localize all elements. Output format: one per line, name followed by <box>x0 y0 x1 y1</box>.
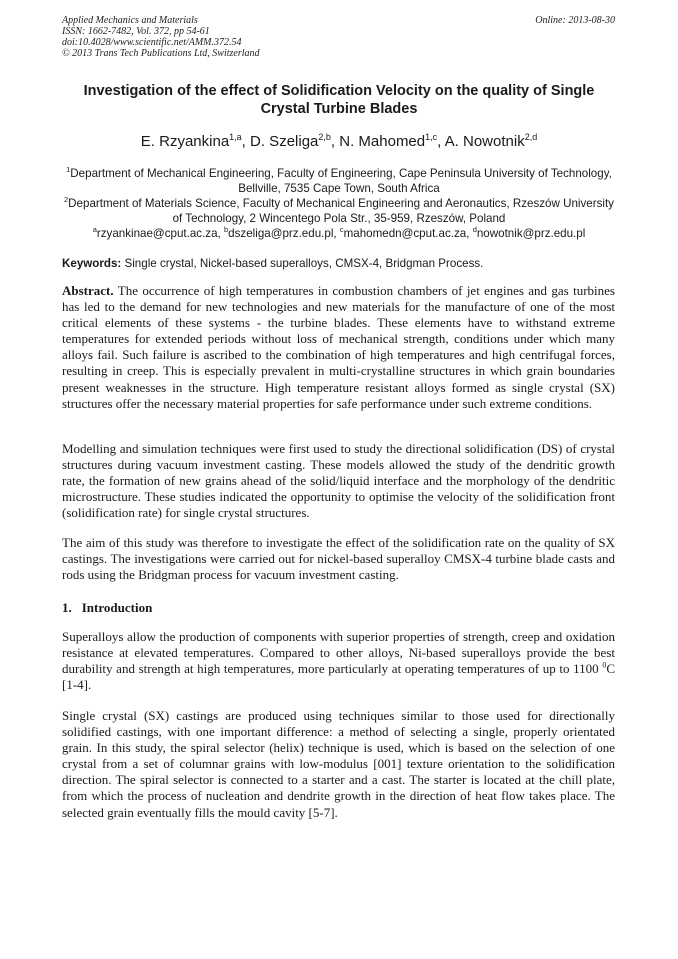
paper-title: Investigation of the effect of Solidification Velocity on the quality of Single Crystal Turbine Blades <box>83 83 595 117</box>
intro-paragraph-2: Single crystal (SX) castings are produced using techniques similar to those used for directionally solidified castings, with one important difference: a method of selecting a single, properly orientated grain. In this study, the spiral selector (helix) technique is used, which is based on the selection of one crystal from a set of columnar grains with low-modulus [001] texture orientation to the solidification direction. The spiral selector is connected to a starter and a cast. The starter is located at the chill plate, from which the process of nucleation and dendrite growth in the direction of heat flow takes place. The selected grain eventually fills the mould cavity [5-7]. <box>62 708 615 820</box>
section-heading-introduction: 1. Introduction <box>62 600 153 615</box>
author: N. Mahomed$^{1,c}$, <box>339 132 445 150</box>
affiliations <box>62 166 616 241</box>
abstract-label: Abstract. <box>62 283 114 298</box>
email[interactable]: $^d$nowotnik@prz.edu.pl <box>472 225 586 240</box>
journal-doi: doi:10.4028/www.scientific.net/AMM.372.54 <box>62 37 242 48</box>
author: A. Nowotnik$^{2,d}$ <box>444 132 538 150</box>
email[interactable]: $^a$rzyankinae@cput.ac.za <box>92 225 218 240</box>
affiliation-2: $^2$Department of Materials Science, Faculty of Mechanical Engineering and Aeronautics, Rzeszów University of Technology, 2 Wincentego Pola Str., 35-959, Rzeszów, Poland <box>64 195 614 225</box>
keywords-label: Keywords: <box>62 257 122 270</box>
abstract-paragraph-3: The aim of this study was therefore to investigate the effect of the solidification rate on the quality of SX castings. The investigations were carried out for nickel-based superalloy CMSX-4 turbine blade casts and rods using the Bridgman process for vacuum investment casting. <box>62 535 615 583</box>
author-list <box>62 132 616 152</box>
journal-issn: ISSN: 1662-7482, Vol. 372, pp 54-61 <box>62 26 210 37</box>
email[interactable]: $^c$mahomedn@cput.ac.za <box>339 225 467 240</box>
abstract-paragraph-1: Abstract. The occurrence of high temperatures in combustion chambers of jet engines and gas turbines has led to the demand for new technologies and new materials for the manufacture of one of the most critical elements of these systems - the turbine blades. These elements have to withstand extreme temperatures for extended periods without loss of mechanical strength, conditions under which many alloys fail. Such failure is ascribed to the combination of high temperatures and high centrifugal forces, resulting in creep. This is especially prevalent in multi-crystalline structures in which grain boundaries present weaknesses in the structure. High temperature resistant alloys formed as single crystal (SX) structures offer the necessary material properties for safe performance under such extreme conditions. <box>62 283 615 411</box>
author-emails: $^a$rzyankinae@cput.ac.za, $^b$dszeliga@prz.edu.pl, $^c$mahomedn@cput.ac.za, $^d$nowotnik@prz.edu.pl <box>92 225 586 240</box>
affiliation-1: $^1$Department of Mechanical Engineering, Faculty of Engineering, Cape Peninsula University of Technology, Bellville, 7535 Cape Town, South Africa <box>66 165 612 195</box>
keywords-text: Single crystal, Nickel-based superalloys, CMSX-4, Bridgman Process. <box>121 257 484 270</box>
journal-copyright: © 2013 Trans Tech Publications Ltd, Switzerland <box>62 48 260 59</box>
email[interactable]: $^b$dszeliga@prz.edu.pl <box>224 225 334 240</box>
intro-paragraph-1: Superalloys allow the production of components with superior properties of strength, creep and oxidation resistance at elevated temperatures. Compared to other alloys, Ni-based superalloys provide the best durability and strength at high temperatures, more particularly at operating temperatures of up to 1100 $^0$C [1-4]. <box>62 629 615 693</box>
abstract-paragraph-2: Modelling and simulation techniques were first used to study the directional solidification (DS) of crystal structures during vacuum investment casting. These models allowed the study of the dendritic growth rate, the formation of new grains ahead of the solid/liquid interface and the morphology of the dendritic microstructure. These studies indicated the opportunity to optimise the velocity of the solidification front (solidification rate) for single crystal structures. <box>62 441 615 521</box>
author: D. Szeliga$^{2,b}$, <box>250 132 340 150</box>
journal-header <box>62 15 260 59</box>
journal-name: Applied Mechanics and Materials <box>62 15 198 26</box>
author: E. Rzyankina$^{1,a}$, <box>140 132 251 150</box>
online-date: Online: 2013-08-30 <box>535 15 615 26</box>
keywords <box>62 256 616 271</box>
